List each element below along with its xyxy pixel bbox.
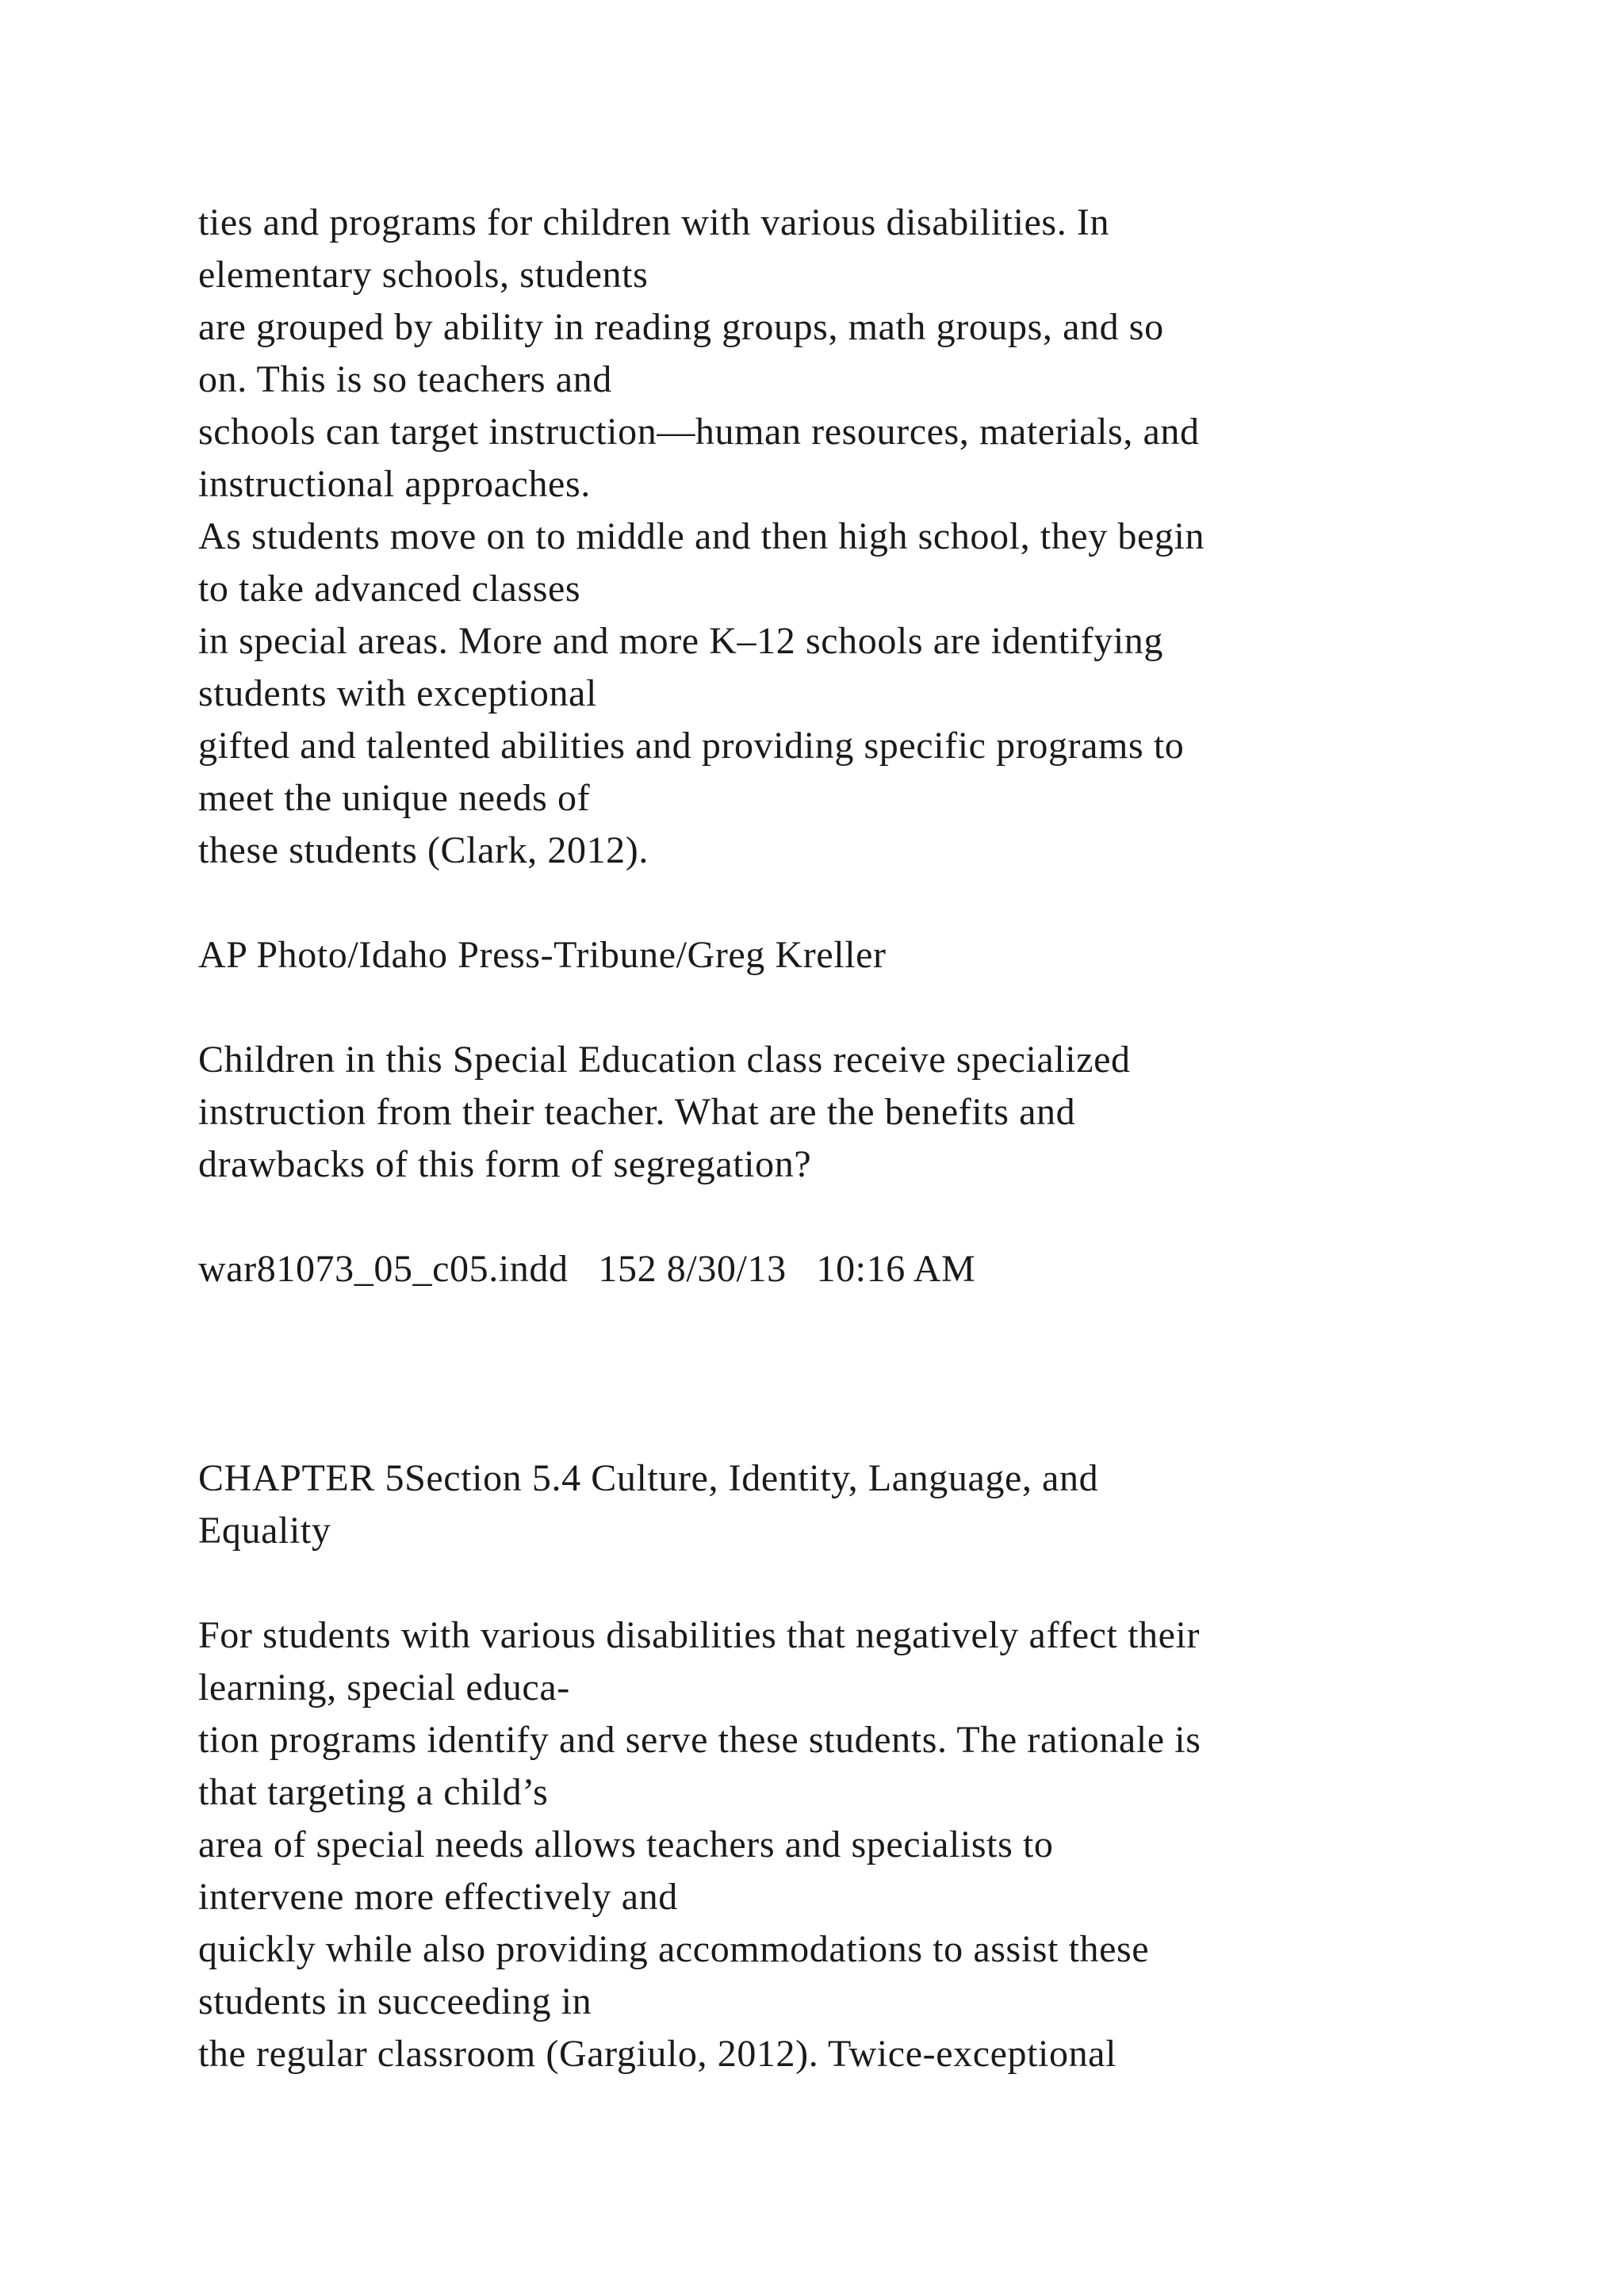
text-line: CHAPTER 5Section 5.4 Culture, Identity, Language, and xyxy=(198,1457,1099,1499)
text-line: area of special needs allows teachers and specialists to xyxy=(198,1823,1054,1866)
text-line: to take advanced classes xyxy=(198,568,581,610)
photo-caption xyxy=(198,1034,1562,1191)
photo-credit xyxy=(198,929,1562,982)
blank-line xyxy=(198,982,1562,1034)
text-line: the regular classroom (Gargiulo, 2012). Twice-exceptional xyxy=(198,2033,1117,2075)
text-line: instruction from their teacher. What are the benefits and xyxy=(198,1091,1076,1133)
text-line: are grouped by ability in reading groups, math groups, and so xyxy=(198,306,1164,348)
text-line: instructional approaches. xyxy=(198,463,591,505)
text-line: in special areas. More and more K–12 schools are identifying xyxy=(198,620,1163,662)
text-line: these students (Clark, 2012). xyxy=(198,829,649,871)
text-line: tion programs identify and serve these students. The rationale is xyxy=(198,1719,1201,1761)
text-line: learning, special educa- xyxy=(198,1667,570,1709)
text-line: Children in this Special Education class receive specialized xyxy=(198,1039,1131,1081)
blank-line xyxy=(198,877,1562,929)
blank-line xyxy=(198,1557,1562,1609)
text-line: Equality xyxy=(198,1510,331,1552)
text-line: on. This is so teachers and xyxy=(198,358,612,400)
text-line: For students with various disabilities that negatively affect their xyxy=(198,1614,1201,1656)
text-line: students with exceptional xyxy=(198,672,597,714)
document-page xyxy=(198,197,1562,2080)
text-line: quickly while also providing accommodations to assist these xyxy=(198,1928,1150,1970)
chapter-heading xyxy=(198,1452,1562,1557)
text-line: ties and programs for children with various disabilities. In xyxy=(198,201,1110,243)
text-line: students in succeeding in xyxy=(198,1980,592,2022)
blank-line xyxy=(198,1400,1562,1452)
blank-line xyxy=(198,1348,1562,1400)
text-line: drawbacks of this form of segregation? xyxy=(198,1143,812,1185)
paragraph-special-education xyxy=(198,1609,1562,2080)
blank-line xyxy=(198,1191,1562,1243)
text-line: that targeting a child’s xyxy=(198,1771,549,1813)
text-line: schools can target instruction—human resources, materials, and xyxy=(198,411,1200,453)
print-slug xyxy=(198,1243,1562,1295)
text-line: elementary schools, students xyxy=(198,254,649,296)
paragraph-grouping-by-ability xyxy=(198,197,1562,877)
text-line: meet the unique needs of xyxy=(198,777,591,819)
text-line: war81073_05_c05.indd 152 8/30/13 10:16 AM xyxy=(198,1248,976,1290)
blank-line xyxy=(198,1295,1562,1348)
text-line: As students move on to middle and then high school, they begin xyxy=(198,515,1205,557)
text-line: AP Photo/Idaho Press-Tribune/Greg Kreller xyxy=(198,934,887,976)
text-line: gifted and talented abilities and providing specific programs to xyxy=(198,725,1185,767)
text-line: intervene more effectively and xyxy=(198,1876,678,1918)
